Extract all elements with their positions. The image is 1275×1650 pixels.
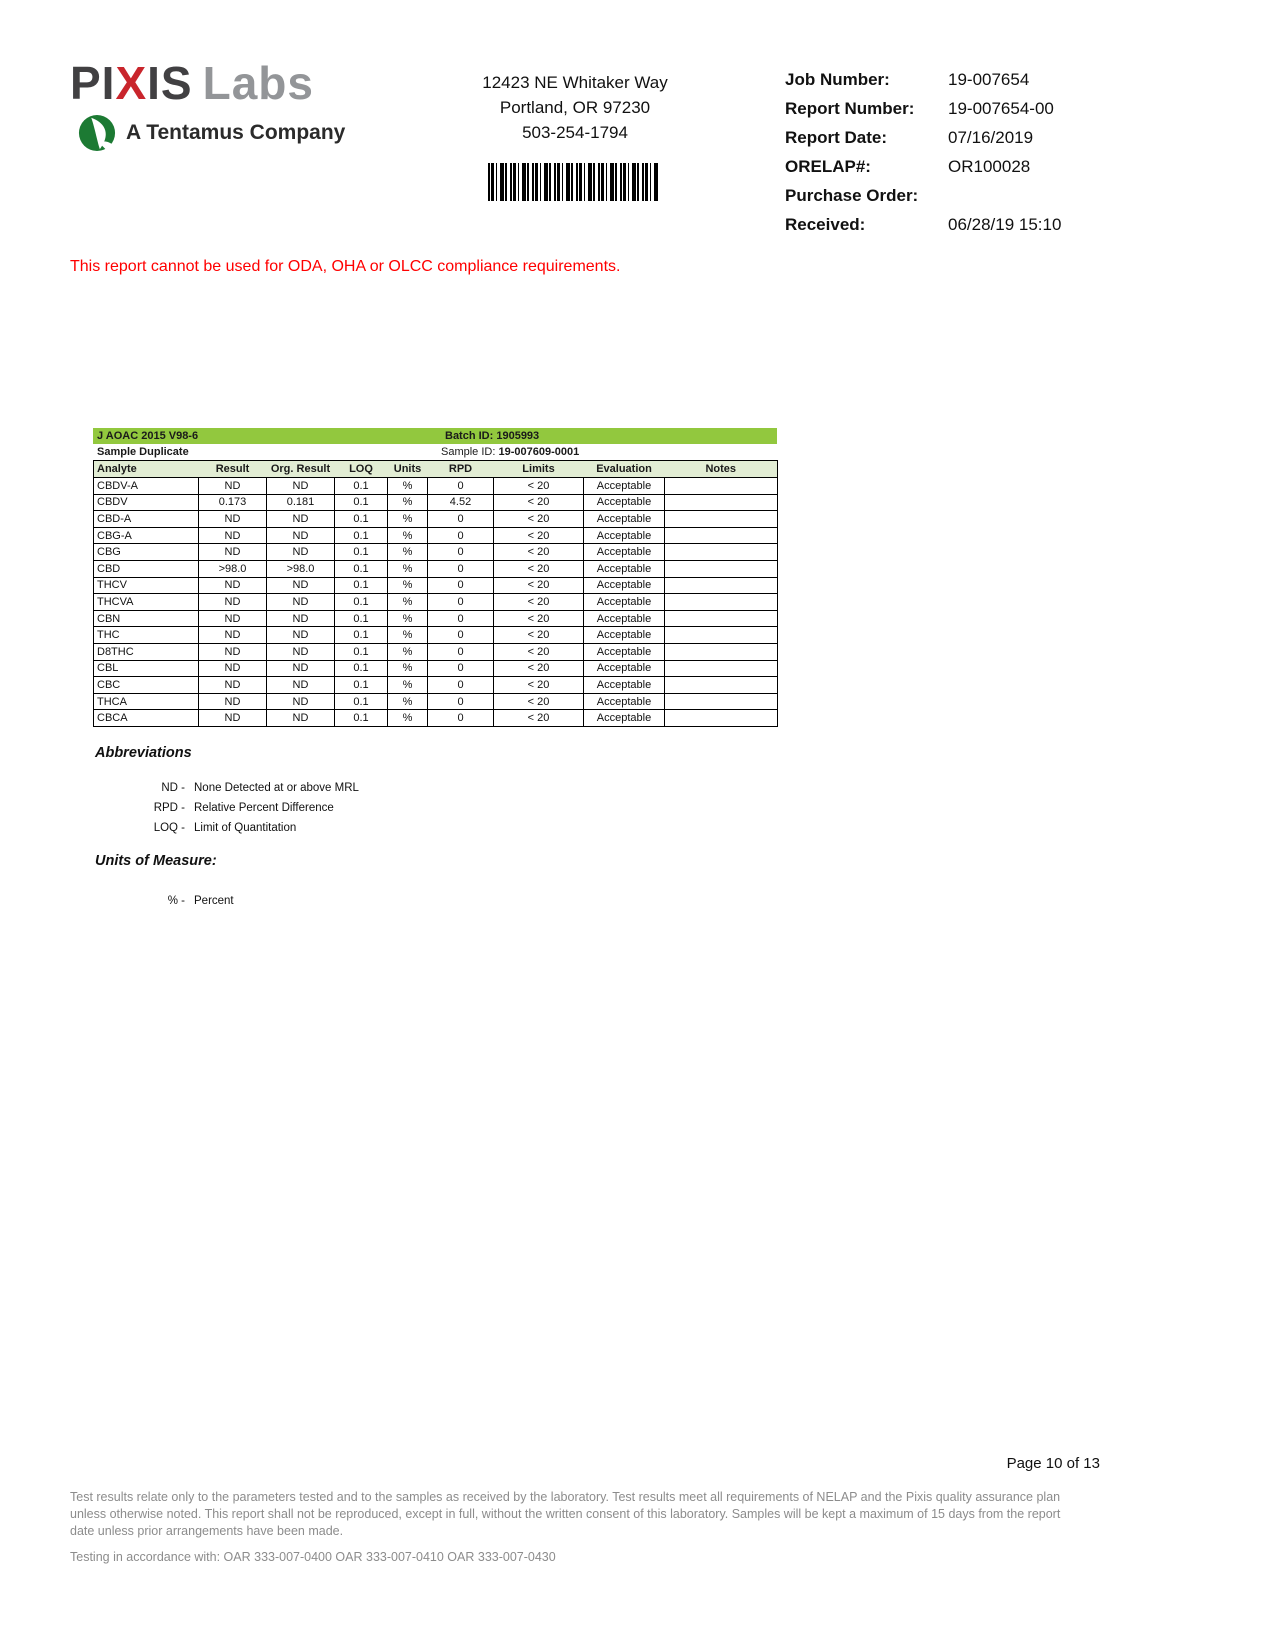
cell-loq: 0.1 (335, 693, 388, 710)
table-row (94, 527, 778, 544)
cell-evaluation: Acceptable (584, 643, 665, 660)
cell-units: % (388, 643, 428, 660)
cell-loq: 0.1 (335, 577, 388, 594)
method-name: J AOAC 2015 V98-6 (97, 430, 199, 442)
cell-rpd: 0 (428, 610, 494, 627)
report-info-value: 06/28/19 15:10 (948, 215, 1062, 234)
cell-loq: 0.1 (335, 544, 388, 561)
footer-accordance: Testing in accordance with: OAR 333-007-0400 OAR 333-007-0410 OAR 333-007-0430 (70, 1550, 556, 1564)
cell-evaluation: Acceptable (584, 710, 665, 727)
tentamus-leaf-icon (78, 114, 116, 152)
sample-bar (93, 444, 777, 460)
cell-evaluation: Acceptable (584, 693, 665, 710)
cell-rpd: 0 (428, 693, 494, 710)
report-info-row (785, 128, 1205, 148)
report-info-value: 19-007654-00 (948, 99, 1054, 118)
col-rpd: RPD (428, 461, 494, 478)
report-info-row (785, 186, 1205, 206)
cell-result: ND (199, 511, 267, 528)
cell-loq: 0.1 (335, 511, 388, 528)
sample-type: Sample Duplicate (97, 446, 189, 458)
report-info-row (785, 157, 1205, 177)
cell-result: ND (199, 677, 267, 694)
col-loq: LOQ (335, 461, 388, 478)
cell-limits: < 20 (494, 643, 584, 660)
units-heading: Units of Measure: (95, 853, 217, 869)
cell-evaluation: Acceptable (584, 577, 665, 594)
cell-evaluation: Acceptable (584, 544, 665, 561)
col-notes: Notes (665, 461, 778, 478)
logo-part: X (115, 57, 148, 109)
cell-analyte: CBD (94, 560, 199, 577)
cell-notes (665, 610, 778, 627)
method-bar (93, 428, 777, 444)
cell-org-result: ND (267, 594, 335, 611)
table-row (94, 627, 778, 644)
report-info-value: 19-007654 (948, 70, 1030, 89)
cell-loq: 0.1 (335, 494, 388, 511)
cell-rpd: 0 (428, 560, 494, 577)
cell-rpd: 0 (428, 527, 494, 544)
cell-units: % (388, 478, 428, 495)
cell-notes (665, 643, 778, 660)
abbreviations-list (90, 782, 359, 842)
col-org-result: Org. Result (267, 461, 335, 478)
footer-disclaimer: Test results relate only to the parameters tested and to the samples as received by the laboratory. Test results meet all requirements of NELAP and the Pixis quality assurance plan unless otherwise noted. This report shall not be reproduced, except in full, without the written consent of this laboratory. Samples will be kept a maximum of 15 days from the report date unless prior arrangements have been made. (70, 1490, 1061, 1538)
cell-evaluation: Acceptable (584, 494, 665, 511)
cell-analyte: CBG-A (94, 527, 199, 544)
cell-notes (665, 677, 778, 694)
abbreviations-heading: Abbreviations (95, 745, 192, 761)
col-evaluation: Evaluation (584, 461, 665, 478)
cell-notes (665, 710, 778, 727)
cell-loq: 0.1 (335, 594, 388, 611)
cell-limits: < 20 (494, 610, 584, 627)
col-units: Units (388, 461, 428, 478)
cell-rpd: 0 (428, 544, 494, 561)
cell-rpd: 0 (428, 643, 494, 660)
cell-units: % (388, 577, 428, 594)
cell-loq: 0.1 (335, 677, 388, 694)
unit-definition: Percent (194, 895, 234, 907)
abbreviation-code: LOQ - (153, 822, 185, 834)
cell-units: % (388, 560, 428, 577)
unit-item (90, 895, 234, 907)
cell-loq: 0.1 (335, 660, 388, 677)
cell-units: % (388, 710, 428, 727)
cell-limits: < 20 (494, 693, 584, 710)
cell-analyte: CBC (94, 677, 199, 694)
cell-result: >98.0 (199, 560, 267, 577)
report-info-panel (785, 70, 1205, 244)
cell-loq: 0.1 (335, 478, 388, 495)
cell-rpd: 0 (428, 710, 494, 727)
results-table-block (93, 428, 777, 727)
cell-notes (665, 527, 778, 544)
cell-result: ND (199, 660, 267, 677)
compliance-notice: This report cannot be used for ODA, OHA or OLCC compliance requirements. (70, 258, 621, 275)
units-list (90, 895, 234, 915)
table-row (94, 610, 778, 627)
cell-notes (665, 560, 778, 577)
cell-evaluation: Acceptable (584, 527, 665, 544)
cell-limits: < 20 (494, 494, 584, 511)
cell-notes (665, 494, 778, 511)
cell-notes (665, 511, 778, 528)
cell-limits: < 20 (494, 594, 584, 611)
cell-units: % (388, 494, 428, 511)
logo-wordmark (70, 57, 345, 109)
cell-units: % (388, 527, 428, 544)
cell-evaluation: Acceptable (584, 594, 665, 611)
logo-tagline: A Tentamus Company (126, 121, 346, 144)
cell-org-result: ND (267, 677, 335, 694)
cell-org-result: ND (267, 511, 335, 528)
table-row (94, 544, 778, 561)
cell-loq: 0.1 (335, 527, 388, 544)
cell-units: % (388, 677, 428, 694)
col-analyte: Analyte (94, 461, 199, 478)
cell-result: ND (199, 527, 267, 544)
cell-result: ND (199, 627, 267, 644)
col-result: Result (199, 461, 267, 478)
cell-rpd: 0 (428, 660, 494, 677)
cell-evaluation: Acceptable (584, 560, 665, 577)
cell-loq: 0.1 (335, 643, 388, 660)
abbreviation-definition: Relative Percent Difference (194, 802, 334, 814)
results-header-row (94, 461, 778, 478)
table-row (94, 710, 778, 727)
cell-limits: < 20 (494, 677, 584, 694)
table-row (94, 660, 778, 677)
cell-limits: < 20 (494, 710, 584, 727)
cell-org-result: ND (267, 527, 335, 544)
cell-notes (665, 577, 778, 594)
report-info-label: Received: (785, 215, 866, 234)
report-info-label: Purchase Order: (785, 186, 919, 205)
cell-units: % (388, 594, 428, 611)
cell-org-result: ND (267, 478, 335, 495)
report-info-label: Report Date: (785, 128, 888, 147)
cell-loq: 0.1 (335, 710, 388, 727)
cell-rpd: 0 (428, 577, 494, 594)
cell-notes (665, 544, 778, 561)
barcode (488, 163, 658, 201)
cell-org-result: ND (267, 577, 335, 594)
table-row (94, 677, 778, 694)
cell-result: ND (199, 710, 267, 727)
report-info-value: OR100028 (948, 157, 1031, 176)
page-number: Page 10 of 13 (1006, 1455, 1100, 1472)
report-info-row (785, 70, 1205, 90)
cell-units: % (388, 627, 428, 644)
table-row (94, 577, 778, 594)
cell-notes (665, 594, 778, 611)
cell-limits: < 20 (494, 660, 584, 677)
cell-rpd: 0 (428, 677, 494, 694)
cell-result: ND (199, 643, 267, 660)
cell-result: ND (199, 544, 267, 561)
cell-analyte: CBD-A (94, 511, 199, 528)
cell-analyte: CBCA (94, 710, 199, 727)
cell-analyte: CBDV (94, 494, 199, 511)
cell-analyte: CBL (94, 660, 199, 677)
cell-limits: < 20 (494, 544, 584, 561)
cell-limits: < 20 (494, 577, 584, 594)
cell-evaluation: Acceptable (584, 660, 665, 677)
cell-result: ND (199, 610, 267, 627)
cell-org-result: ND (267, 710, 335, 727)
report-info-value: 07/16/2019 (948, 128, 1034, 147)
cell-rpd: 4.52 (428, 494, 494, 511)
abbreviation-item (90, 822, 359, 834)
unit-symbol: % - (167, 895, 185, 907)
cell-limits: < 20 (494, 527, 584, 544)
abbreviation-definition: Limit of Quantitation (194, 822, 297, 834)
table-row (94, 511, 778, 528)
cell-result: 0.173 (199, 494, 267, 511)
cell-limits: < 20 (494, 511, 584, 528)
cell-rpd: 0 (428, 478, 494, 495)
batch-id: Batch ID: 1905993 (445, 430, 540, 442)
abbreviation-code: ND - (161, 782, 185, 794)
report-info-row (785, 99, 1205, 119)
address-line3: 503-254-1794 (522, 123, 628, 142)
cell-analyte: THCA (94, 693, 199, 710)
logo-part: Labs (202, 57, 314, 109)
col-limits: Limits (494, 461, 584, 478)
table-row (94, 560, 778, 577)
cell-rpd: 0 (428, 511, 494, 528)
cell-units: % (388, 544, 428, 561)
cell-rpd: 0 (428, 627, 494, 644)
results-table (93, 460, 778, 727)
cell-limits: < 20 (494, 478, 584, 495)
table-row (94, 494, 778, 511)
cell-org-result: ND (267, 544, 335, 561)
cell-org-result: ND (267, 693, 335, 710)
cell-evaluation: Acceptable (584, 610, 665, 627)
sample-id: Sample ID: 19-007609-0001 (441, 446, 580, 458)
cell-units: % (388, 660, 428, 677)
address-line2: Portland, OR 97230 (499, 98, 651, 117)
logo-part: PI (70, 57, 116, 109)
cell-org-result: 0.181 (267, 494, 335, 511)
cell-notes (665, 627, 778, 644)
cell-limits: < 20 (494, 627, 584, 644)
cell-analyte: THCVA (94, 594, 199, 611)
cell-result: ND (199, 594, 267, 611)
cell-rpd: 0 (428, 594, 494, 611)
cell-evaluation: Acceptable (584, 677, 665, 694)
cell-units: % (388, 610, 428, 627)
cell-analyte: CBG (94, 544, 199, 561)
table-row (94, 594, 778, 611)
cell-result: ND (199, 693, 267, 710)
abbreviation-item (90, 782, 359, 794)
cell-org-result: ND (267, 660, 335, 677)
pixis-labs-logo (70, 57, 346, 152)
cell-units: % (388, 511, 428, 528)
cell-notes (665, 478, 778, 495)
report-info-label: Job Number: (785, 70, 890, 89)
report-info-label: Report Number: (785, 99, 915, 118)
cell-analyte: D8THC (94, 643, 199, 660)
cell-units: % (388, 693, 428, 710)
report-info-row (785, 215, 1205, 235)
logo-part: IS (147, 57, 193, 109)
address-line1: 12423 NE Whitaker Way (482, 73, 668, 92)
cell-loq: 0.1 (335, 627, 388, 644)
cell-result: ND (199, 478, 267, 495)
abbreviation-code: RPD - (153, 802, 185, 814)
table-row (94, 643, 778, 660)
report-info-label: ORELAP#: (785, 157, 871, 176)
cell-org-result: >98.0 (267, 560, 335, 577)
cell-evaluation: Acceptable (584, 627, 665, 644)
cell-analyte: THCV (94, 577, 199, 594)
cell-limits: < 20 (494, 560, 584, 577)
lab-address (455, 70, 695, 145)
cell-loq: 0.1 (335, 610, 388, 627)
cell-result: ND (199, 577, 267, 594)
cell-notes (665, 660, 778, 677)
cell-org-result: ND (267, 643, 335, 660)
cell-analyte: CBDV-A (94, 478, 199, 495)
table-row (94, 478, 778, 495)
cell-loq: 0.1 (335, 560, 388, 577)
cell-org-result: ND (267, 627, 335, 644)
cell-evaluation: Acceptable (584, 478, 665, 495)
cell-evaluation: Acceptable (584, 511, 665, 528)
abbreviation-item (90, 802, 359, 814)
table-row (94, 693, 778, 710)
abbreviation-definition: None Detected at or above MRL (194, 782, 359, 794)
cell-notes (665, 693, 778, 710)
cell-org-result: ND (267, 610, 335, 627)
cell-analyte: THC (94, 627, 199, 644)
cell-analyte: CBN (94, 610, 199, 627)
